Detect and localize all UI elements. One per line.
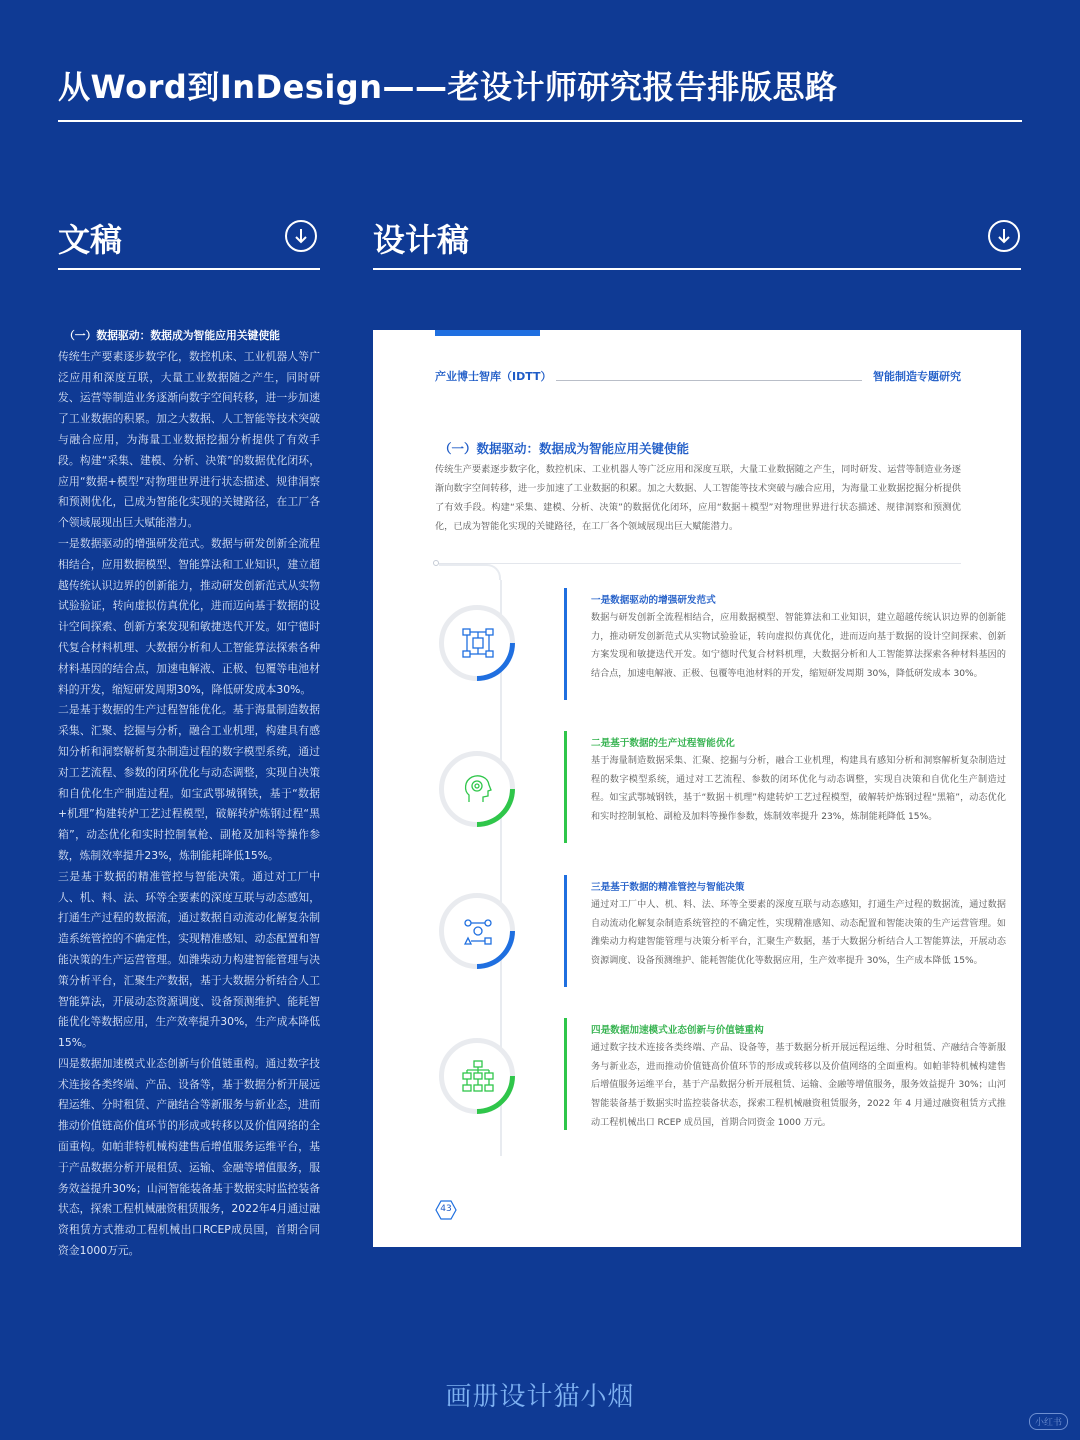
arrow-down-circle-icon[interactable]	[988, 220, 1020, 252]
item-title: 四是数据加速模式业态创新与价值链重构	[591, 1025, 764, 1036]
item-text: 基于海量制造数据采集、汇聚、挖掘与分析，融合工业机理，构建具有感知分析和洞察解析复杂制造过程的数字模型系统，通过对工艺流程、参数的闭环优化与动态调整，实现自决策和自优化生产制造过程。如宝武鄂城钢铁，基于“数据＋机理”构建转炉工艺过程模型，破解转炉炼钢过程“黑箱”，动态优化和实时控制氧枪、副枪及加料等操作参数，炼制效率提升 23%，炼制能耗降低 15%。	[591, 756, 1006, 823]
design-page-preview	[373, 330, 1021, 1247]
item-title: 一是数据驱动的增强研发范式	[591, 595, 716, 606]
draft-section-label: 文稿	[58, 221, 123, 259]
running-header-line	[556, 380, 862, 381]
timeline-connector	[439, 564, 501, 580]
page-title: 从Word到InDesign——老设计师研究报告排版思路	[58, 68, 838, 106]
draft-section-divider	[58, 268, 320, 270]
item-accent-bar	[564, 875, 567, 987]
running-header-right: 智能制造专题研究	[873, 370, 961, 383]
item-text: 通过对工厂中人、机、料、法、环等全要素的深度互联与动态感知，打通生产过程的数据流，通过数据自动流动化解复杂制造系统管控的不确定性，实现精准感知、动态配置和智能决策的生产运营管理。如潍柴动力构建智能管理与决策分析平台，汇聚生产数据，基于大数据分析结合人工智能算法，开展动态资源调度、设备预测维护、能耗智能优化等数据应用，生产效率提升 30%，生产成本降低 15%。	[591, 900, 1006, 967]
item-title: 二是基于数据的生产过程智能优化	[591, 738, 735, 749]
draft-paragraph: 传统生产要素逐步数字化，数控机床、工业机器人等广泛应用和深度互联，大量工业数据随之产生，同时研发、运营等制造业务逐渐向数字空间转移，进一步加速了工业数据的积累。加之大数据、人工智能等技术突破与融合应用，为海量工业数据挖掘分析提供了有效手段。构建“采集、建模、分析、决策”的数据优化闭环，应用“数据+模型”对物理世界进行状态描述、规律洞察和预测优化，已成为智能化实现的关键路径，在工厂各个领域展现出巨大赋能潜力。	[58, 349, 320, 530]
arrow-down-circle-icon[interactable]	[285, 220, 317, 252]
item-text: 通过数字技术连接各类终端、产品、设备等，基于数据分析开展远程运维、分时租赁、产融结合等新服务与新业态，进而推动价值链高价值环节的形成或转移以及价值网络的全面重构。如帕菲特机械构建售后增值服务运维平台，基于产品数据分析开展租赁、运输、金融等增值服务，服务效益提升 30%；山河智能装备基于数据实时监控装备状态，探索工程机械融资租赁服务，2022 年 4 月通过融资租赁方式推动工程机械出口 RCEP 成员国，首期合同资金 1000 万元。	[591, 1043, 1006, 1128]
design-section-label: 设计稿	[373, 221, 470, 259]
brain-head-icon	[461, 772, 495, 806]
page-number-badge	[435, 1200, 457, 1220]
item-title: 三是基于数据的精准管控与智能决策	[591, 882, 745, 893]
item-accent-bar	[564, 1018, 567, 1130]
design-section-divider	[373, 268, 1021, 270]
hierarchy-chart-icon	[461, 1059, 495, 1093]
settings-flow-icon	[461, 914, 495, 948]
draft-text-column	[58, 326, 320, 1262]
page-tab-accent	[435, 330, 540, 336]
page-number: 43	[440, 1204, 452, 1214]
draft-paragraph: 三是基于数据的精准管控与智能决策。通过对工厂中人、机、料、法、环等全要素的深度互联与动态感知，打通生产过程的数据流，通过数据自动流动化解复杂制造系统管控的不确定性，实现精准感知、动态配置和智能决策的生产运营管理。如潍柴动力构建智能管理与决策分析平台，汇聚生产数据，基于大数据分析结合人工智能算法，开展动态资源调度、设备预测维护、能耗智能优化等数据应用，生产效率提升30%，生产成本降低15%。	[58, 869, 320, 1050]
design-heading: （一）数据驱动：数据成为智能应用关键使能	[439, 441, 690, 456]
draft-paragraph: 二是基于数据的生产过程智能优化。基于海量制造数据采集、汇聚、挖掘与分析，融合工业机理，构建具有感知分析和洞察解析复杂制造过程的数字模型系统，通过对工艺流程、参数的闭环优化与动态调整，实现自决策和自优化生产制造过程。如宝武鄂城钢铁，基于“数据+机理”构建转炉工艺过程模型，破解转炉炼钢过程“黑箱”，动态优化和实时控制氧枪、副枪及加料等操作参数，炼制效率提升23%，炼制能耗降低15%。	[58, 703, 320, 862]
watermark-badge: 小红书	[1029, 1413, 1068, 1430]
draft-paragraph: 四是数据加速模式业态创新与价值链重构。通过数字技术连接各类终端、产品、设备等，基于数据分析开展远程运维、分时租赁、产融结合等新服务与新业态，进而推动价值链高价值环节的形成或转移以及价值网络的全面重构。如帕菲特机械构建售后增值服务运维平台，基于产品数据分析开展租赁、运输、金融等增值服务，服务效益提升30%；山河智能装备基于数据实时监控装备状态，探索工程机械融资租赁服务，2022年4月通过融资租赁方式推动工程机械出口RCEP成员国，首期合同资金1000万元。	[58, 1056, 320, 1258]
draft-paragraph: 一是数据驱动的增强研发范式。数据与研发创新全流程相结合，应用数据模型、智能算法和工业知识，建立超越传统认识边界的创新能力，推动研发创新范式从实物试验验证，转向虚拟仿真优化，进而迈向基于数据的设计空间探索、创新方案发现和敏捷迭代开发。如宁德时代复合材料机理、大数据分析和人工智能算法探索各种材料基因的结合点，加速电解液、正极、包覆等电池材料的开发，缩短研发周期30%，降低研发成本30%。	[58, 536, 320, 696]
footer-signature: 画册设计猫小烟	[445, 1382, 635, 1412]
item-accent-bar	[564, 731, 567, 843]
network-nodes-icon	[461, 626, 495, 660]
running-header-left: 产业博士智库（IDTT）	[435, 370, 552, 383]
separator-line	[435, 563, 961, 564]
draft-heading: （一）数据驱动：数据成为智能应用关键使能	[64, 329, 280, 342]
item-accent-bar	[564, 588, 567, 700]
item-text: 数据与研发创新全流程相结合，应用数据模型、智能算法和工业知识，建立超越传统认识边界的创新能力，推动研发创新范式从实物试验验证，转向虚拟仿真优化，进而迈向基于数据的设计空间探索、创新方案发现和敏捷迭代开发。如宁德时代复合材料机理，大数据分析和人工智能算法探索各种材料基因的结合点，加速电解液、正极、包覆等电池材料的开发，缩短研发周期 30%，降低研发成本 30%。	[591, 613, 1006, 680]
design-intro: 传统生产要素逐步数字化，数控机床、工业机器人等广泛应用和深度互联，大量工业数据随之产生，同时研发、运营等制造业务逐渐向数字空间转移，进一步加速了工业数据的积累。加之大数据、人工智能等技术突破与融合应用，为海量工业数据挖掘分析提供了有效手段。构建“采集、建模、分析、决策”的数据优化闭环，应用“数据＋模型”对物理世界进行状态描述、规律洞察和预测优化，已成为智能化实现的关键路径，在工厂各个领域展现出巨大赋能潜力。	[435, 464, 961, 532]
title-divider	[58, 120, 1022, 122]
